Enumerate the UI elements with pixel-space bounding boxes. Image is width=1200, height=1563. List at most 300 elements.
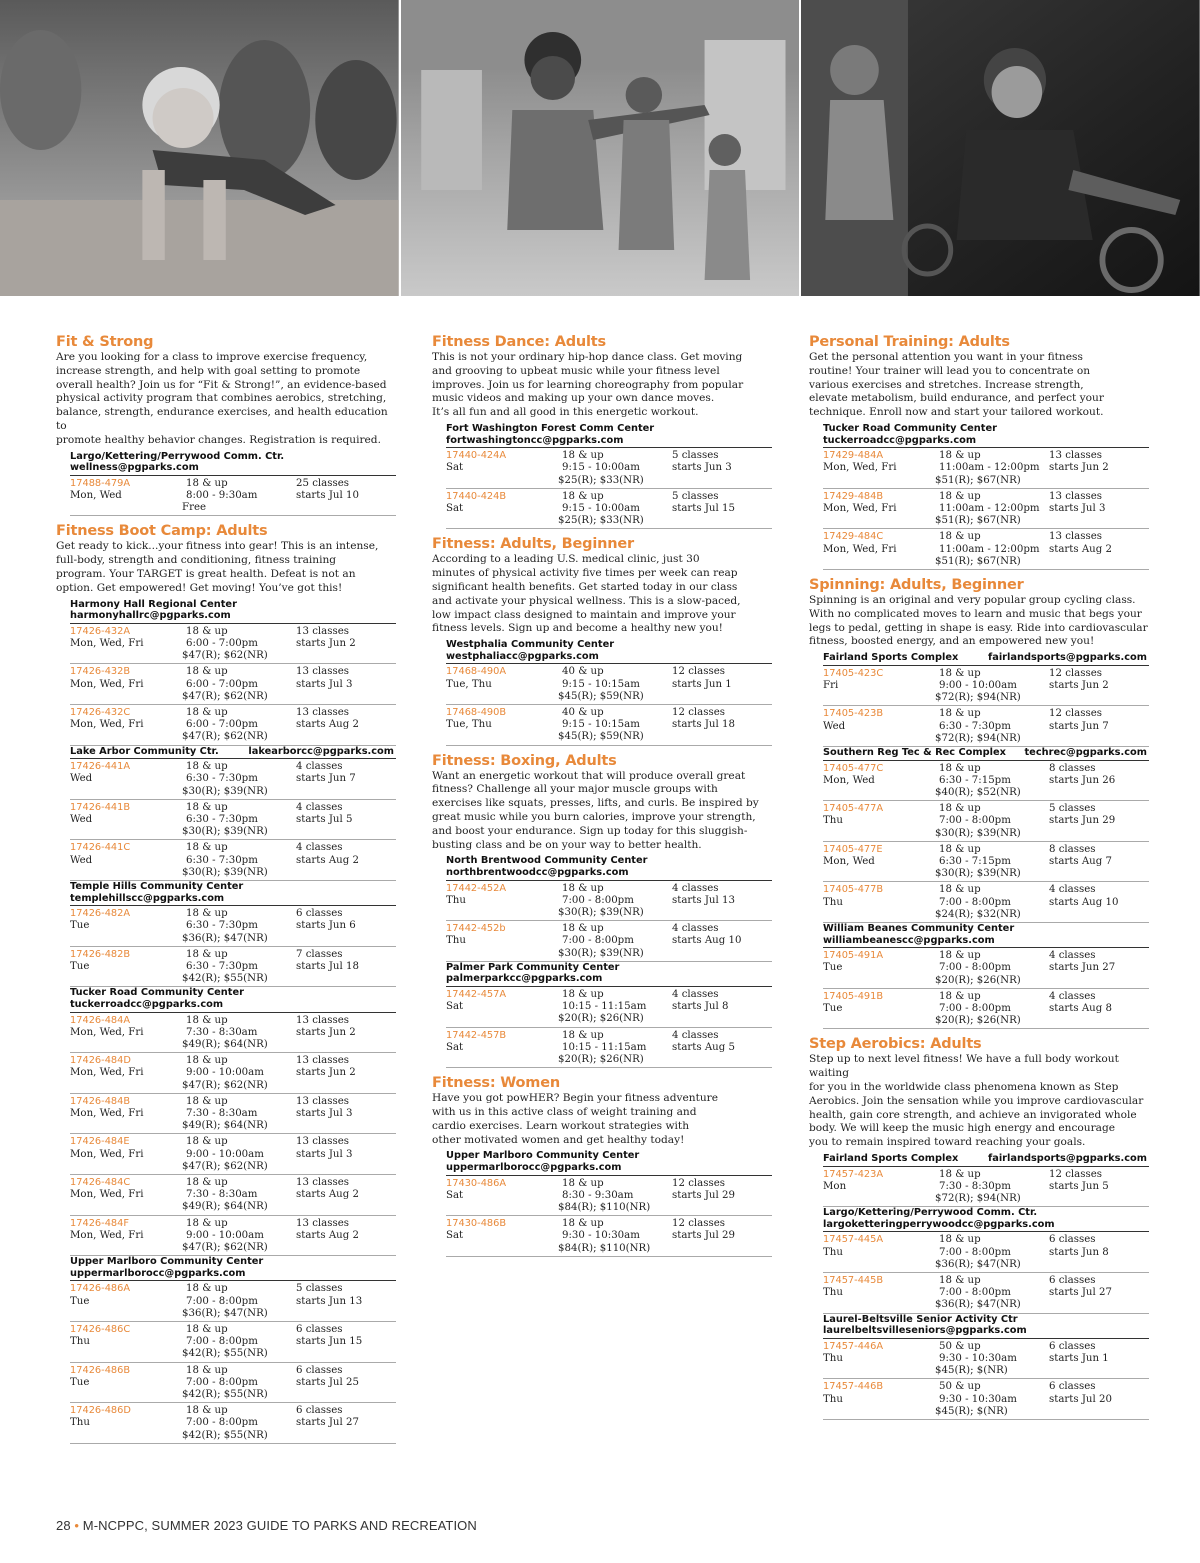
class-listing[interactable] [446, 921, 772, 962]
class-details-cell [937, 884, 1049, 921]
class-days: Sat [446, 1001, 464, 1013]
class-count: 12 classes [672, 706, 725, 718]
class-listing[interactable] [70, 906, 396, 947]
class-listing[interactable] [823, 1339, 1149, 1380]
class-time: 9:15 - 10:15am [562, 678, 640, 690]
class-details-cell [560, 1030, 672, 1067]
class-details-cell [560, 707, 672, 744]
class-id-cell [70, 802, 184, 839]
course-code: 17426-441B [70, 801, 131, 813]
class-listing[interactable] [823, 989, 1149, 1030]
class-id-cell [70, 1177, 184, 1214]
course-code: 17426-484D [70, 1055, 131, 1067]
age-range: 18 & up [939, 762, 981, 774]
age-range: 18 & up [939, 490, 981, 502]
class-count: 5 classes [296, 1283, 343, 1295]
class-listing[interactable] [823, 801, 1149, 842]
class-schedule-cell [672, 883, 772, 920]
class-fee: $49(R); $64(NR) [182, 1201, 268, 1213]
class-days: Sat [446, 1041, 464, 1053]
location-row [823, 1153, 1149, 1165]
class-id-cell [70, 1218, 184, 1255]
class-id-cell [446, 1178, 560, 1215]
location-name: North Brentwood Community Center [446, 855, 648, 867]
class-id-cell [70, 666, 184, 703]
class-fee: $40(R); $52(NR) [935, 787, 1021, 798]
class-schedule-cell [1049, 1169, 1149, 1206]
class-count: 4 classes [296, 761, 343, 773]
location-email: fortwashingtoncc@pgparks.com [446, 434, 624, 446]
description-line: busting class and be on your way to better health. [432, 838, 702, 851]
age-range: 18 & up [562, 490, 604, 502]
class-fee: $84(R); $110(NR) [558, 1201, 651, 1213]
location-name: Palmer Park Community Center [446, 961, 620, 973]
class-listing[interactable] [446, 448, 772, 489]
class-count: 6 classes [1049, 1275, 1096, 1287]
age-range: 18 & up [939, 950, 981, 962]
class-id-cell [446, 883, 560, 920]
description-line: fitness, boosted energy, and an empowered new you! [809, 635, 1095, 648]
start-date: starts Jun 27 [1049, 962, 1116, 974]
location-header [823, 747, 1149, 761]
location-email: laurelbeltsvilleseniors@pgparks.com [823, 1325, 1027, 1337]
location-email: uppermarlborocc@pgparks.com [70, 1267, 246, 1279]
start-date: starts Jul 10 [296, 489, 359, 501]
description-line: legs to pedal, getting in shape is easy. Ride into cardiovascular [809, 621, 1148, 634]
age-range: 18 & up [562, 450, 604, 462]
start-date: starts Jun 2 [296, 637, 356, 649]
start-date: starts Jun 2 [1049, 462, 1109, 474]
location-header [70, 1256, 396, 1281]
class-time: 7:30 - 8:30am [186, 1189, 258, 1201]
class-schedule-cell [296, 842, 396, 879]
age-range: 18 & up [186, 1364, 228, 1376]
age-range: 18 & up [939, 708, 981, 720]
location-header [446, 962, 772, 987]
class-id-cell [823, 708, 937, 745]
class-schedule-cell [1049, 950, 1149, 987]
class-listing[interactable] [70, 476, 396, 517]
section-description [56, 351, 396, 448]
class-fee: $36(R); $47(NR) [935, 1299, 1021, 1311]
class-schedule-cell [672, 923, 772, 960]
start-date: starts Aug 7 [1049, 856, 1112, 868]
class-time: 7:30 - 8:30am [186, 1026, 258, 1038]
class-listing[interactable] [823, 1379, 1149, 1420]
class-days: Wed [70, 854, 93, 866]
class-listing[interactable] [446, 1176, 772, 1217]
class-days: Thu [823, 1393, 843, 1405]
class-listing[interactable] [70, 1403, 396, 1444]
class-details-cell [937, 844, 1049, 881]
class-days: Mon, Wed, Fri [70, 1108, 144, 1120]
class-id-cell [70, 707, 184, 744]
class-listing[interactable] [823, 842, 1149, 883]
class-schedule-cell [672, 491, 772, 528]
age-range: 18 & up [939, 884, 981, 896]
section-title: Spinning: Adults, Beginner [809, 577, 1024, 593]
class-time: 8:00 - 9:30am [186, 489, 258, 501]
class-count: 12 classes [672, 1177, 725, 1189]
class-details-cell [937, 1341, 1049, 1378]
class-id-cell [446, 989, 560, 1026]
class-listing[interactable] [70, 1175, 396, 1216]
class-details-cell [937, 1275, 1049, 1312]
start-date: starts Jul 3 [296, 1108, 353, 1120]
class-time: 9:15 - 10:00am [562, 502, 640, 514]
class-schedule-cell [1049, 491, 1149, 528]
class-fee: $45(R); $59(NR) [558, 690, 644, 702]
location-name: Harmony Hall Regional Center [70, 598, 237, 610]
class-listing[interactable] [823, 882, 1149, 923]
class-listing[interactable] [446, 1028, 772, 1069]
dance-class-photo [401, 0, 800, 296]
class-details-cell [560, 666, 672, 703]
class-days: Mon, Wed [70, 489, 122, 501]
start-date: starts Jul 5 [296, 813, 353, 825]
class-days: Mon, Wed, Fri [70, 637, 144, 649]
course-code: 17405-491B [823, 990, 884, 1002]
class-id-cell [823, 668, 937, 705]
class-id-cell [446, 1218, 560, 1255]
location-name: Fort Washington Forest Comm Center [446, 422, 655, 434]
class-details-cell [184, 761, 296, 798]
location-header [446, 423, 772, 448]
description-line: Have you got powHER? Begin your fitness adventure [432, 1092, 719, 1105]
class-details-cell [184, 1055, 296, 1092]
description-line: overall health? Join us for “Fit & Strong!”, an evidence-based [56, 378, 387, 391]
class-count: 6 classes [296, 1364, 343, 1376]
class-details-cell [560, 491, 672, 528]
class-time: 9:15 - 10:15am [562, 719, 640, 731]
start-date: starts Jun 1 [1049, 1353, 1109, 1365]
class-schedule-cell [296, 949, 396, 986]
location-name: Fairland Sports Complex [823, 1153, 959, 1165]
course-code: 17440-424A [446, 450, 507, 462]
class-fee: $72(R); $94(NR) [935, 1193, 1021, 1205]
course-code: 17430-486B [446, 1218, 507, 1230]
class-count: 4 classes [672, 988, 719, 1000]
class-details-cell [937, 763, 1049, 800]
class-time: 6:30 - 7:30pm [186, 813, 258, 825]
class-listing[interactable] [70, 705, 396, 746]
class-days: Sat [446, 1230, 464, 1242]
class-listing[interactable] [823, 666, 1149, 707]
class-details-cell [184, 1015, 296, 1052]
description-line: full-body, strength and conditioning, fitness training [56, 554, 337, 567]
class-listing[interactable] [446, 1216, 772, 1257]
start-date: starts Aug 8 [1049, 1003, 1112, 1015]
class-listing[interactable] [446, 664, 772, 705]
class-time: 7:00 - 8:00pm [186, 1417, 258, 1429]
section-title: Fitness: Women [432, 1075, 560, 1092]
class-time: 7:00 - 8:00pm [939, 1003, 1011, 1015]
class-count: 6 classes [296, 1405, 343, 1417]
class-count: 4 classes [672, 923, 719, 935]
start-date: starts Jul 29 [672, 1189, 735, 1201]
location-header [70, 599, 396, 624]
course-code: 17426-484F [70, 1217, 130, 1229]
class-schedule-cell [296, 1055, 396, 1092]
class-listing[interactable] [70, 759, 396, 800]
location-name: Temple Hills Community Center [70, 881, 244, 892]
age-range: 18 & up [939, 450, 981, 462]
class-listing[interactable] [446, 489, 772, 530]
class-id-cell [823, 1169, 937, 1206]
class-details-cell [184, 478, 296, 515]
class-listing[interactable] [70, 1013, 396, 1054]
class-listing[interactable] [823, 448, 1149, 489]
class-fee: $30(R); $39(NR) [935, 868, 1021, 880]
start-date: starts Jun 13 [296, 1295, 363, 1307]
age-range: 18 & up [186, 1055, 228, 1067]
course-code: 17405-423B [823, 708, 884, 720]
location-name: Largo/Kettering/Perrywood Comm. Ctr. [823, 1207, 1038, 1219]
class-fee: $72(R); $94(NR) [935, 692, 1021, 704]
class-time: 9:30 - 10:30am [939, 1353, 1017, 1365]
age-range: 18 & up [562, 1177, 604, 1189]
class-days: Tue, Thu [446, 719, 492, 731]
age-range: 18 & up [939, 531, 981, 543]
class-schedule-cell [1049, 763, 1149, 800]
class-listing[interactable] [446, 881, 772, 922]
class-fee: $30(R); $39(NR) [558, 906, 644, 918]
class-listing[interactable] [823, 761, 1149, 802]
location-email: tuckerroadcc@pgparks.com [70, 999, 224, 1010]
description-line: option. Get empowered! Get moving! You’ve got this! [56, 581, 343, 594]
class-schedule-cell [1049, 991, 1149, 1028]
age-range: 50 & up [939, 1381, 981, 1393]
description-line: great music while you burn calories, improve your strength, [432, 810, 756, 823]
class-time: 7:30 - 8:30am [186, 1108, 258, 1120]
class-listing[interactable] [823, 489, 1149, 530]
age-range: 18 & up [186, 948, 228, 960]
class-listing[interactable] [70, 664, 396, 705]
class-time: 7:00 - 8:00pm [186, 1336, 258, 1348]
class-fee: $25(R); $33(NR) [558, 474, 644, 486]
location-name: Tucker Road Community Center [70, 987, 244, 999]
class-count: 6 classes [296, 908, 343, 920]
start-date: starts Jun 2 [296, 1026, 356, 1038]
start-date: starts Jun 29 [1049, 815, 1116, 827]
class-listing[interactable] [823, 1232, 1149, 1273]
class-id-cell [70, 1283, 184, 1320]
class-count: 4 classes [1049, 990, 1096, 1002]
class-id-cell [70, 626, 184, 663]
class-id-cell [70, 478, 184, 515]
class-time: 7:00 - 8:00pm [939, 896, 1011, 908]
description-line: exercises like squats, presses, lifts, and curls. Be inspired by [432, 797, 759, 810]
class-fee: $30(R); $39(NR) [182, 785, 268, 797]
class-count: 13 classes [296, 1014, 349, 1026]
start-date: starts Aug 2 [296, 1229, 359, 1241]
class-schedule-cell [672, 707, 772, 744]
class-fee: $45(R); $(NR) [935, 1405, 1008, 1417]
class-id-cell [446, 1030, 560, 1067]
class-days: Thu [70, 1336, 90, 1348]
class-id-cell [70, 1324, 184, 1361]
class-count: 13 classes [296, 1095, 349, 1107]
class-fee: $36(R); $47(NR) [182, 932, 268, 944]
start-date: starts Jun 7 [296, 773, 356, 785]
class-fee: $20(R); $26(NR) [935, 1015, 1021, 1027]
class-details-cell [184, 666, 296, 703]
age-range: 18 & up [186, 801, 228, 813]
start-date: starts Jun 26 [1049, 774, 1116, 786]
location-email: fairlandsports@pgparks.com [987, 652, 1147, 664]
class-schedule-cell [296, 761, 396, 798]
age-range: 18 & up [562, 923, 604, 935]
location-email: largoketteringperrywoodcc@pgparks.com [823, 1218, 1055, 1230]
age-range: 18 & up [562, 1029, 604, 1041]
age-range: 18 & up [186, 1136, 228, 1148]
location-email: templehillscc@pgparks.com [70, 892, 225, 904]
course-code: 17442-452b [446, 923, 506, 935]
description-line: Get the personal attention you want in your fitness [809, 351, 1083, 363]
class-count: 13 classes [1049, 490, 1102, 502]
location-header [823, 1153, 1149, 1167]
description-line: significant health benefits. Get started today in our class [432, 580, 738, 593]
start-date: starts Jul 18 [296, 961, 359, 972]
class-fee: $30(R); $39(NR) [182, 866, 268, 878]
class-details-cell [937, 803, 1049, 840]
class-time: 7:00 - 8:00pm [562, 894, 634, 906]
location-header [823, 423, 1149, 448]
description-line: Want an energetic workout that will produce overall great [432, 769, 746, 782]
location-name: Westphalia Community Center [446, 639, 615, 651]
location-name: Largo/Kettering/Perrywood Comm. Ctr. [70, 450, 285, 462]
class-listing[interactable] [70, 947, 396, 988]
location-email: lakearborcc@pgparks.com [248, 745, 394, 757]
class-time: 6:00 - 7:00pm [186, 637, 258, 649]
location-email: tuckerroadcc@pgparks.com [823, 434, 977, 446]
class-id-cell [70, 1096, 184, 1133]
class-schedule-cell [296, 1136, 396, 1173]
start-date: starts Jul 18 [672, 719, 735, 731]
course-code: 17426-486B [70, 1364, 131, 1376]
class-id-cell [823, 1381, 937, 1418]
start-date: starts Jul 27 [1049, 1287, 1112, 1299]
class-details-cell [937, 668, 1049, 705]
class-count: 8 classes [1049, 762, 1096, 774]
class-id-cell [823, 450, 937, 487]
class-count: 5 classes [1049, 803, 1096, 815]
age-range: 18 & up [939, 667, 981, 679]
class-listing[interactable] [823, 529, 1149, 570]
class-section [432, 1074, 772, 1257]
class-listing[interactable] [446, 705, 772, 746]
age-range: 18 & up [939, 803, 981, 815]
class-time: 8:30 - 9:30am [562, 1189, 634, 1201]
class-time: 10:15 - 11:15am [562, 1001, 647, 1013]
description-line: technique. Enroll now and start your tailored workout. [809, 406, 1104, 419]
course-code: 17457-423A [823, 1168, 884, 1180]
age-range: 18 & up [186, 625, 228, 637]
age-range: 18 & up [562, 882, 604, 894]
course-code: 17405-477B [823, 884, 884, 896]
start-date: starts Aug 2 [296, 719, 359, 731]
class-time: 7:00 - 8:00pm [186, 1295, 258, 1307]
class-count: 4 classes [296, 842, 343, 854]
location-row [823, 747, 1149, 759]
section-title: Fitness: Adults, Beginner [432, 536, 634, 553]
page-number: 28 [56, 1518, 71, 1533]
class-count: 5 classes [672, 490, 719, 502]
class-count: 13 classes [296, 706, 349, 718]
class-listing[interactable] [70, 1363, 396, 1404]
class-schedule-cell [672, 1218, 772, 1255]
class-schedule-cell [1049, 708, 1149, 745]
class-listing[interactable] [823, 1273, 1149, 1314]
class-listing[interactable] [70, 1053, 396, 1094]
course-code: 17405-423C [823, 667, 884, 679]
description-line: fitness levels. Sign up and become a healthy new you! [432, 622, 723, 635]
class-schedule-cell [296, 1015, 396, 1052]
location-header [70, 451, 396, 476]
class-listing[interactable] [70, 1281, 396, 1322]
class-listing[interactable] [823, 706, 1149, 747]
class-time: 6:30 - 7:15pm [939, 774, 1011, 786]
class-fee: $20(R); $26(NR) [558, 1013, 644, 1025]
class-listing[interactable] [70, 1134, 396, 1175]
class-listing[interactable] [70, 1094, 396, 1135]
class-listing[interactable] [70, 800, 396, 841]
section-title: Fitness: Boxing, Adults [432, 752, 617, 769]
class-schedule-cell [672, 989, 772, 1026]
age-range: 18 & up [186, 477, 228, 489]
class-listing[interactable] [446, 987, 772, 1028]
description-line: with us in this active class of weight training and [432, 1105, 697, 1118]
class-fee: $45(R); $(NR) [935, 1365, 1008, 1377]
location-header [446, 1150, 772, 1175]
description-line: According to a leading U.S. medical clinic, just 30 [432, 553, 700, 566]
course-code: 17426-486C [70, 1324, 131, 1336]
class-count: 13 classes [1049, 450, 1102, 462]
class-listing[interactable] [70, 1322, 396, 1363]
course-code: 17429-484A [823, 450, 884, 462]
class-details-cell [184, 908, 296, 945]
class-listing[interactable] [70, 840, 396, 881]
class-days: Mon, Wed, Fri [70, 1067, 144, 1079]
woman-pushup-photo [0, 0, 399, 296]
class-fee: $25(R); $33(NR) [558, 515, 644, 527]
class-details-cell [560, 1178, 672, 1215]
class-schedule-cell [1049, 844, 1149, 881]
class-id-cell [823, 991, 937, 1028]
class-listing[interactable] [70, 624, 396, 665]
class-listing[interactable] [70, 1216, 396, 1257]
location-email: techrec@pgparks.com [1024, 747, 1147, 758]
class-time: 6:00 - 7:00pm [186, 719, 258, 731]
age-range: 18 & up [186, 1324, 228, 1336]
course-code: 17457-445B [823, 1275, 884, 1287]
class-time: 9:15 - 10:00am [562, 462, 640, 474]
section-description [809, 594, 1149, 649]
start-date: starts Jul 3 [1049, 502, 1106, 514]
description-line: you to remain inspired toward reaching your goals. [809, 1136, 1086, 1149]
class-listing[interactable] [823, 1167, 1149, 1208]
class-fee: $49(R); $64(NR) [182, 1039, 268, 1050]
class-days: Thu [823, 1246, 843, 1258]
course-code: 17405-491A [823, 950, 884, 962]
class-listing[interactable] [823, 948, 1149, 989]
class-id-cell [70, 1015, 184, 1052]
class-days: Sat [446, 1189, 464, 1201]
location-name: Upper Marlboro Community Center [70, 1256, 264, 1268]
class-time: 10:15 - 11:15am [562, 1041, 647, 1053]
section-description [56, 540, 396, 595]
start-date: starts Jun 2 [1049, 679, 1109, 691]
